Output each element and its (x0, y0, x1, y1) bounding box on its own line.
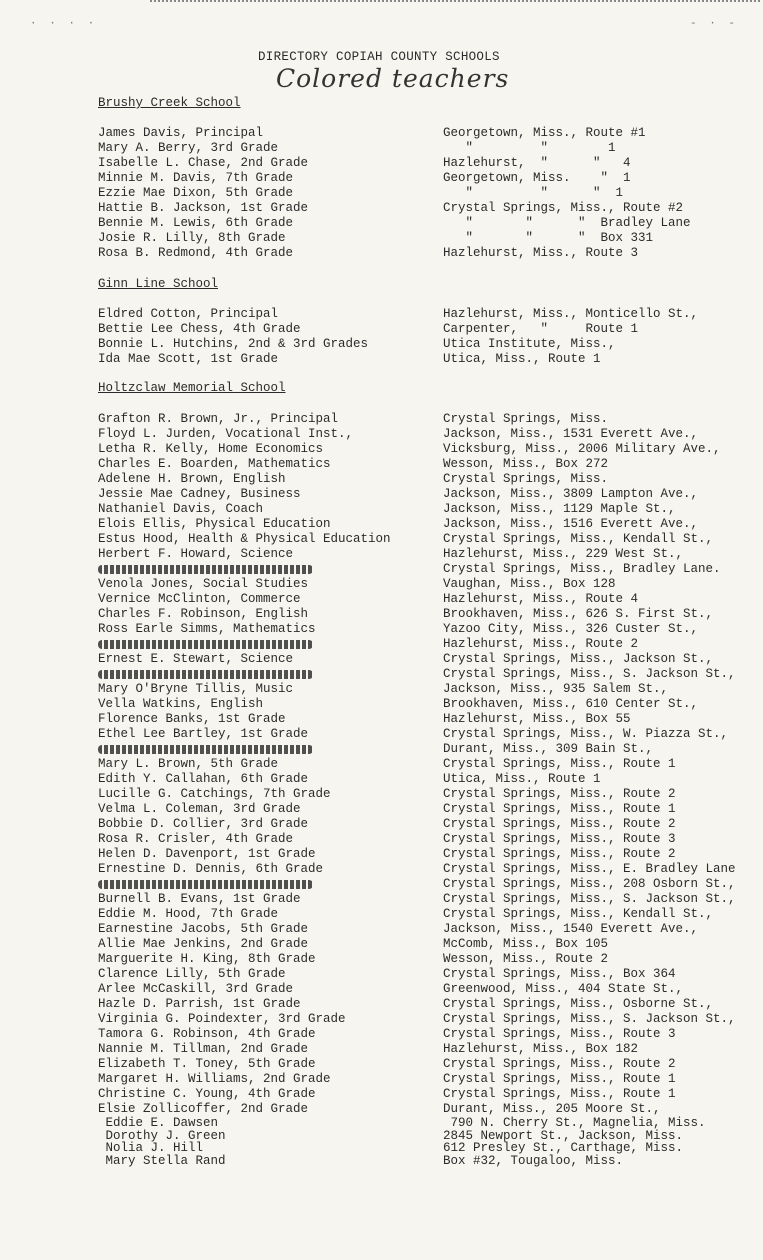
directory-row (0, 201, 763, 216)
directory-row (0, 502, 763, 517)
teacher-name: Dorothy J. Green (98, 1128, 226, 1143)
directory-row (0, 246, 763, 261)
directory-row (0, 337, 763, 352)
directory-row (0, 216, 763, 231)
teacher-name: Arlee McCaskill, 3rd Grade (98, 982, 294, 996)
directory-row (0, 307, 763, 322)
directory-row (0, 817, 763, 832)
teacher-name: Venola Jones, Social Studies (98, 577, 309, 591)
directory-row (0, 742, 763, 757)
teacher-name: Marguerite H. King, 8th Grade (98, 952, 316, 966)
teacher-address: Crystal Springs, Miss., E. Bradley Lane (443, 862, 736, 876)
teacher-name: Mary A. Berry, 3rd Grade (98, 141, 279, 155)
teacher-name: Allie Mae Jenkins, 2nd Grade (98, 937, 309, 951)
teacher-name: Florence Banks, 1st Grade (98, 712, 286, 726)
handwritten-annotation: Colored teachers (276, 64, 510, 93)
directory-row (0, 952, 763, 967)
teacher-name: Ezzie Mae Dixon, 5th Grade (98, 186, 294, 200)
teacher-address: Jackson, Miss., 1540 Everett Ave., (443, 922, 699, 936)
teacher-name: Ross Earle Simms, Mathematics (98, 622, 316, 636)
teacher-address: Crystal Springs, Miss. (443, 412, 609, 426)
teacher-address: Brookhaven, Miss., 610 Center St., (443, 697, 699, 711)
teacher-name: Adelene H. Brown, English (98, 472, 286, 486)
section-heading-brushy-creek: Brushy Creek School (98, 96, 241, 110)
directory-row (0, 757, 763, 772)
teacher-name: Ethel Lee Bartley, 1st Grade (98, 727, 309, 741)
directory-row (0, 562, 763, 577)
teacher-address: Crystal Springs, Miss., Route #2 (443, 201, 684, 215)
teacher-address: Crystal Springs, Miss., Kendall St., (443, 532, 714, 546)
teacher-name: Charles E. Boarden, Mathematics (98, 457, 331, 471)
directory-row (0, 322, 763, 337)
directory-row (0, 532, 763, 547)
teacher-address: Crystal Springs, Miss., Jackson St., (443, 652, 714, 666)
directory-row (0, 171, 763, 186)
teacher-address: 790 N. Cherry St., Magnelia, Miss. (443, 1116, 706, 1130)
section-rows-holtzclaw (0, 412, 763, 1117)
teacher-name: Elizabeth T. Toney, 5th Grade (98, 1057, 316, 1071)
teacher-address: Wesson, Miss., Box 272 (443, 457, 609, 471)
directory-row (0, 427, 763, 442)
teacher-name: Rosa R. Crisler, 4th Grade (98, 832, 294, 846)
teacher-address: Greenwood, Miss., 404 State St., (443, 982, 684, 996)
teacher-address: " " " 1 (443, 186, 624, 200)
teacher-address: Crystal Springs, Miss., Route 1 (443, 757, 676, 771)
teacher-name: Josie R. Lilly, 8th Grade (98, 231, 286, 245)
section-heading-holtzclaw: Holtzclaw Memorial School (98, 381, 286, 395)
directory-row (0, 772, 763, 787)
teacher-name: Grafton R. Brown, Jr., Principal (98, 412, 339, 426)
directory-row (0, 141, 763, 156)
teacher-address: 2845 Newport St., Jackson, Miss. (443, 1128, 684, 1143)
teacher-name: Elois Ellis, Physical Education (98, 517, 331, 531)
directory-row (0, 1155, 763, 1168)
directory-row (0, 652, 763, 667)
directory-row (0, 547, 763, 562)
directory-row (0, 1027, 763, 1042)
directory-row (0, 126, 763, 141)
directory-row (0, 967, 763, 982)
directory-row (0, 487, 763, 502)
directory-row (0, 442, 763, 457)
directory-row (0, 622, 763, 637)
teacher-name: Bonnie L. Hutchins, 2nd & 3rd Grades (98, 337, 369, 351)
directory-row (0, 697, 763, 712)
teacher-name: Isabelle L. Chase, 2nd Grade (98, 156, 309, 170)
directory-row (0, 1057, 763, 1072)
teacher-address: Crystal Springs, Miss., Route 1 (443, 802, 676, 816)
teacher-name: Hattie B. Jackson, 1st Grade (98, 201, 309, 215)
directory-row (0, 832, 763, 847)
teacher-address: Vicksburg, Miss., 2006 Military Ave., (443, 442, 721, 456)
teacher-address: Vaughan, Miss., Box 128 (443, 577, 616, 591)
teacher-address: Georgetown, Miss. " 1 (443, 171, 631, 185)
strikethrough-scribble (98, 745, 313, 754)
corner-mark-left: · · · · (30, 18, 98, 30)
directory-row (0, 1102, 763, 1117)
teacher-address: Hazlehurst, Miss., Route 2 (443, 637, 639, 651)
teacher-address: Crystal Springs, Miss., Bradley Lane. (443, 562, 721, 576)
teacher-address: " " " Bradley Lane (443, 216, 691, 230)
teacher-address: Hazlehurst, Miss., Route 3 (443, 246, 639, 260)
strikethrough-scribble (98, 565, 313, 574)
directory-row (0, 607, 763, 622)
directory-row (0, 517, 763, 532)
teacher-address: Crystal Springs, Miss., Route 2 (443, 787, 676, 801)
teacher-name: Eddie M. Hood, 7th Grade (98, 907, 279, 921)
teacher-name: Bennie M. Lewis, 6th Grade (98, 216, 294, 230)
teacher-name: Mary O'Bryne Tillis, Music (98, 682, 294, 696)
teacher-address: Box #32, Tougaloo, Miss. (443, 1153, 624, 1168)
appendix-rows (0, 1117, 763, 1167)
teacher-name: Mary L. Brown, 5th Grade (98, 757, 279, 771)
directory-row (0, 787, 763, 802)
teacher-address: Hazlehurst, Miss., Monticello St., (443, 307, 699, 321)
teacher-name: Floyd L. Jurden, Vocational Inst., (98, 427, 354, 441)
teacher-address: Hazlehurst, Miss., 229 West St., (443, 547, 684, 561)
teacher-address: Crystal Springs, Miss., Route 3 (443, 1027, 676, 1041)
teacher-address: Utica Institute, Miss., (443, 337, 616, 351)
directory-row (0, 457, 763, 472)
teacher-address: Carpenter, " Route 1 (443, 322, 639, 336)
directory-row (0, 1072, 763, 1087)
teacher-address: Crystal Springs, Miss., Osborne St., (443, 997, 714, 1011)
teacher-name: Clarence Lilly, 5th Grade (98, 967, 286, 981)
directory-row (0, 592, 763, 607)
teacher-name: Eddie E. Dawsen (98, 1116, 219, 1130)
teacher-address: Wesson, Miss., Route 2 (443, 952, 609, 966)
teacher-name: Elsie Zollicoffer, 2nd Grade (98, 1102, 309, 1116)
top-edge-dots (150, 0, 760, 5)
directory-row (0, 997, 763, 1012)
strikethrough-scribble (98, 880, 313, 889)
teacher-address: Hazlehurst, " " 4 (443, 156, 631, 170)
teacher-name: Letha R. Kelly, Home Economics (98, 442, 324, 456)
teacher-address: 612 Presley St., Carthage, Miss. (443, 1141, 684, 1155)
directory-row (0, 1012, 763, 1027)
teacher-name: Christine C. Young, 4th Grade (98, 1087, 316, 1101)
directory-row (0, 727, 763, 742)
teacher-address: Crystal Springs, Miss., Route 2 (443, 847, 676, 861)
teacher-address: Jackson, Miss., 1531 Everett Ave., (443, 427, 699, 441)
teacher-name: Nolia J. Hill (98, 1141, 204, 1155)
directory-row (0, 231, 763, 246)
directory-row (0, 1042, 763, 1057)
directory-row (0, 637, 763, 652)
directory-row (0, 907, 763, 922)
directory-row (0, 982, 763, 997)
section-rows-ginn-line (0, 307, 763, 367)
teacher-address: Georgetown, Miss., Route #1 (443, 126, 646, 140)
teacher-name: Edith Y. Callahan, 6th Grade (98, 772, 309, 786)
teacher-name: Earnestine Jacobs, 5th Grade (98, 922, 309, 936)
directory-row (0, 156, 763, 171)
teacher-address: Hazlehurst, Miss., Box 55 (443, 712, 631, 726)
teacher-name: Jessie Mae Cadney, Business (98, 487, 301, 501)
directory-row (0, 1117, 763, 1130)
teacher-address: Brookhaven, Miss., 626 S. First St., (443, 607, 714, 621)
directory-row (0, 847, 763, 862)
teacher-address: Hazlehurst, Miss., Box 182 (443, 1042, 639, 1056)
teacher-name: Herbert F. Howard, Science (98, 547, 294, 561)
teacher-name: Ida Mae Scott, 1st Grade (98, 352, 279, 366)
teacher-name: Tamora G. Robinson, 4th Grade (98, 1027, 316, 1041)
teacher-name: Ernestine D. Dennis, 6th Grade (98, 862, 324, 876)
directory-row (0, 1142, 763, 1155)
directory-row (0, 922, 763, 937)
teacher-address: Crystal Springs, Miss., S. Jackson St., (443, 1012, 736, 1026)
teacher-address: Crystal Springs, Miss., 208 Osborn St., (443, 877, 736, 891)
teacher-name: Vella Watkins, English (98, 697, 264, 711)
directory-row (0, 577, 763, 592)
directory-row (0, 186, 763, 201)
section-rows-brushy-creek (0, 126, 763, 261)
teacher-name: Charles F. Robinson, English (98, 607, 309, 621)
strikethrough-scribble (98, 670, 313, 679)
teacher-address: Utica, Miss., Route 1 (443, 772, 601, 786)
teacher-address: " " " Box 331 (443, 231, 654, 245)
teacher-address: Crystal Springs, Miss., W. Piazza St., (443, 727, 729, 741)
teacher-name: Hazle D. Parrish, 1st Grade (98, 997, 301, 1011)
directory-row (0, 937, 763, 952)
teacher-address: Hazlehurst, Miss., Route 4 (443, 592, 639, 606)
teacher-address: Jackson, Miss., 935 Salem St., (443, 682, 669, 696)
teacher-name: Ernest E. Stewart, Science (98, 652, 294, 666)
directory-row (0, 712, 763, 727)
teacher-address: Crystal Springs, Miss., Route 2 (443, 1057, 676, 1071)
directory-row (0, 892, 763, 907)
directory-row (0, 472, 763, 487)
corner-mark-right: - · - (690, 18, 739, 30)
teacher-name: Margaret H. Williams, 2nd Grade (98, 1072, 331, 1086)
teacher-name: Nathaniel Davis, Coach (98, 502, 264, 516)
teacher-name: Burnell B. Evans, 1st Grade (98, 892, 301, 906)
teacher-address: " " 1 (443, 141, 616, 155)
directory-row (0, 682, 763, 697)
teacher-name: Nannie M. Tillman, 2nd Grade (98, 1042, 309, 1056)
teacher-address: Crystal Springs, Miss., Box 364 (443, 967, 676, 981)
teacher-name: Mary Stella Rand (98, 1153, 226, 1168)
teacher-address: Durant, Miss., 309 Bain St., (443, 742, 654, 756)
teacher-name: Velma L. Coleman, 3rd Grade (98, 802, 301, 816)
directory-row (0, 877, 763, 892)
teacher-name: Minnie M. Davis, 7th Grade (98, 171, 294, 185)
directory-row (0, 352, 763, 367)
teacher-address: Crystal Springs, Miss., Route 1 (443, 1087, 676, 1101)
teacher-name: James Davis, Principal (98, 126, 264, 140)
directory-row (0, 1087, 763, 1102)
strikethrough-scribble (98, 640, 313, 649)
page-title: DIRECTORY COPIAH COUNTY SCHOOLS (258, 50, 500, 64)
teacher-name: Rosa B. Redmond, 4th Grade (98, 246, 294, 260)
teacher-name: Bettie Lee Chess, 4th Grade (98, 322, 301, 336)
teacher-name: Virginia G. Poindexter, 3rd Grade (98, 1012, 346, 1026)
teacher-name: Eldred Cotton, Principal (98, 307, 279, 321)
directory-row (0, 667, 763, 682)
teacher-address: Utica, Miss., Route 1 (443, 352, 601, 366)
teacher-address: Jackson, Miss., 1129 Maple St., (443, 502, 676, 516)
teacher-name: Estus Hood, Health & Physical Education (98, 532, 391, 546)
directory-row (0, 802, 763, 817)
teacher-name: Vernice McClinton, Commerce (98, 592, 301, 606)
teacher-name: Helen D. Davenport, 1st Grade (98, 847, 316, 861)
teacher-address: Crystal Springs, Miss. (443, 472, 609, 486)
teacher-address: Jackson, Miss., 3809 Lampton Ave., (443, 487, 699, 501)
teacher-address: Crystal Springs, Miss., S. Jackson St., (443, 667, 736, 681)
teacher-address: McComb, Miss., Box 105 (443, 937, 609, 951)
teacher-address: Crystal Springs, Miss., Route 1 (443, 1072, 676, 1086)
teacher-address: Durant, Miss., 205 Moore St., (443, 1102, 661, 1116)
section-heading-ginn-line: Ginn Line School (98, 277, 219, 291)
teacher-address: Jackson, Miss., 1516 Everett Ave., (443, 517, 699, 531)
teacher-name: Lucille G. Catchings, 7th Grade (98, 787, 331, 801)
teacher-address: Crystal Springs, Miss., S. Jackson St., (443, 892, 736, 906)
teacher-address: Crystal Springs, Miss., Route 3 (443, 832, 676, 846)
directory-row (0, 412, 763, 427)
teacher-address: Crystal Springs, Miss., Kendall St., (443, 907, 714, 921)
teacher-name: Bobbie D. Collier, 3rd Grade (98, 817, 309, 831)
teacher-address: Crystal Springs, Miss., Route 2 (443, 817, 676, 831)
teacher-address: Yazoo City, Miss., 326 Custer St., (443, 622, 699, 636)
directory-row (0, 862, 763, 877)
